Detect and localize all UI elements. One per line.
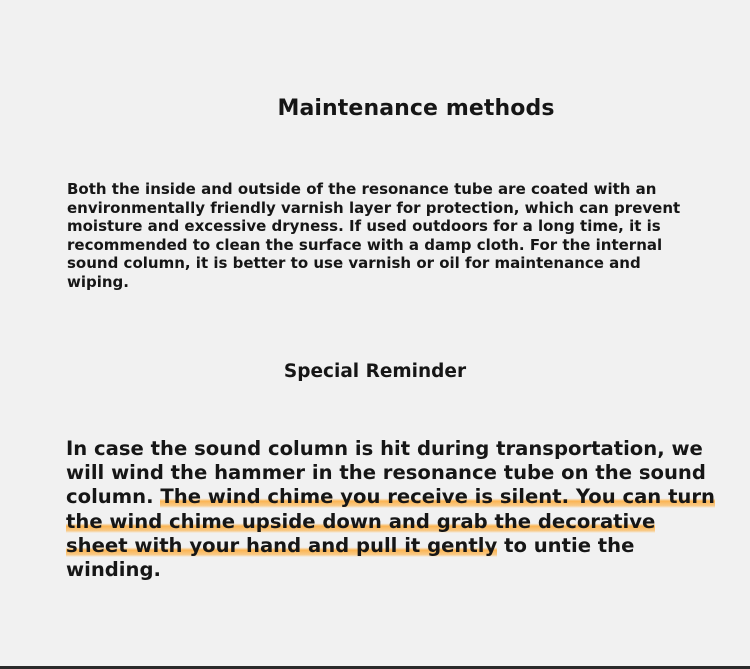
highlighted-text: The wind chime you receive is silent. You can turn the wind chime upside down and grab the decorative sheet with your hand and pull it gently (66, 485, 715, 557)
reminder-text-end: to untie the winding. (66, 533, 635, 582)
special-reminder-paragraph (66, 437, 716, 582)
special-reminder-heading: Special Reminder (283, 361, 467, 382)
reminder-text-start: In case the sound column is hit during transportation, we will wind the hammer in the resonance tube on the sound column. (66, 437, 706, 509)
section-title: Maintenance methods (277, 96, 555, 121)
maintenance-paragraph: Both the inside and outside of the resonance tube are coated with an environmentally friendly varnish layer for protection, which can prevent moisture and excessive dryness. If used outdoors for a long time, it is recommended to clean the surface with a damp cloth. For the internal sound column, it is better to use varnish or oil for maintenance and wiping. (67, 180, 681, 291)
